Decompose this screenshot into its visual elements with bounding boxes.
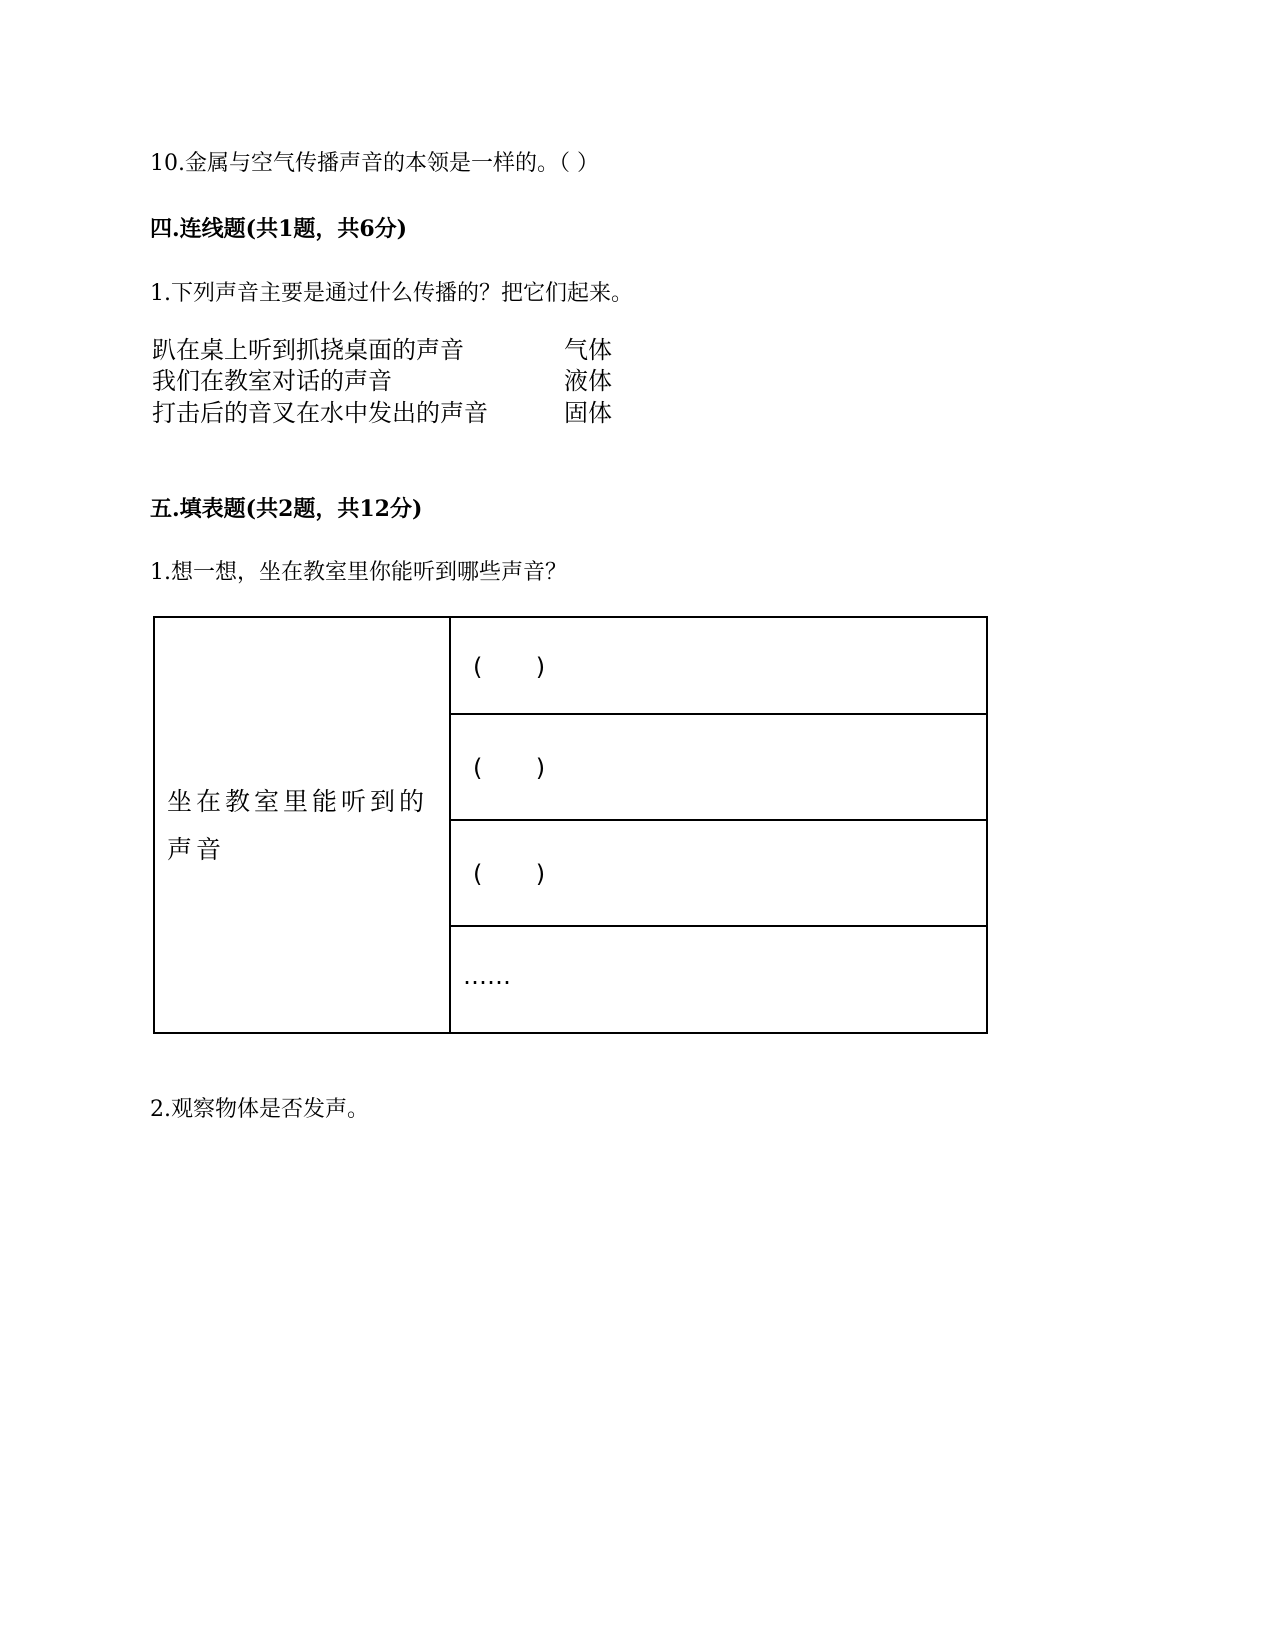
section-5-question-2: 2.观察物体是否发声。: [150, 1097, 369, 1122]
section-4-heading: 四.连线题(共1题，共6分): [150, 216, 408, 242]
section-5-question-1: 1.想一想，坐在教室里你能听到哪些声音？: [150, 560, 567, 585]
table-row: [451, 618, 986, 715]
answer-blank[interactable]: ( ): [473, 653, 546, 681]
table-left-cell: [155, 618, 451, 1032]
section-4-question-1: 1.下列声音主要是通过什么传播的？把它们起来。: [150, 281, 633, 306]
answer-blank[interactable]: ( ): [473, 754, 546, 782]
table-row: [451, 715, 986, 821]
table-row: [451, 821, 986, 927]
matching-right-item-3: 固体: [564, 399, 612, 427]
table-row: [451, 927, 986, 1032]
matching-right-item-2: 液体: [564, 367, 612, 395]
table-left-label: 坐在教室里能听到的声音: [167, 787, 429, 864]
answer-blank[interactable]: ( ): [473, 860, 546, 888]
section-5-heading: 五.填表题(共2题，共12分): [150, 496, 423, 522]
matching-left-item-1: 趴在桌上听到抓挠桌面的声音: [152, 336, 464, 364]
ellipsis-text: ……: [463, 962, 511, 990]
question-10: 10.金属与空气传播声音的本领是一样的。（ ）: [150, 151, 599, 176]
sounds-table: [153, 616, 988, 1034]
matching-right-item-1: 气体: [564, 336, 612, 364]
matching-left-item-2: 我们在教室对话的声音: [152, 367, 392, 395]
matching-left-item-3: 打击后的音叉在水中发出的声音: [152, 399, 488, 427]
